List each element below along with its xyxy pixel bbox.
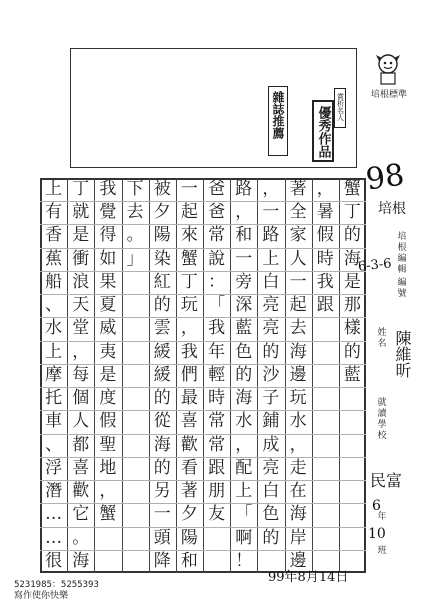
- essay-character: 有: [45, 202, 63, 223]
- essay-character: 夷: [99, 341, 117, 362]
- sub-stamp: [334, 88, 346, 128]
- essay-character: 爸: [208, 202, 226, 223]
- essay-character: 常: [208, 225, 226, 246]
- grid-column-line: [122, 178, 123, 573]
- school-handwritten: 民富: [370, 471, 403, 490]
- essay-character: 們: [180, 364, 198, 385]
- essay-character: ，: [289, 434, 307, 455]
- essay-character: 車: [45, 411, 63, 432]
- essay-character: 藍: [343, 364, 361, 385]
- essay-character: 就: [72, 202, 90, 223]
- essay-character: 托: [45, 388, 63, 409]
- essay-character: 爸: [208, 179, 226, 199]
- recommend-stamp: [268, 86, 288, 156]
- essay-character: 是: [343, 271, 361, 292]
- essay-character: 朋: [208, 481, 226, 502]
- essay-character: 陽: [153, 225, 171, 246]
- grid-column-line: [230, 178, 231, 573]
- essay-character: 家: [289, 225, 307, 246]
- essay-character: 那: [343, 295, 361, 316]
- label-code: 編號: [397, 278, 407, 299]
- essay-character: ：: [208, 271, 226, 292]
- essay-character: 玩: [180, 295, 198, 316]
- grid-column-line: [285, 178, 286, 573]
- essay-character: 暑: [316, 202, 334, 223]
- essay-character: 年: [208, 341, 226, 362]
- essay-character: 染: [153, 248, 171, 269]
- essay-character: 頭: [153, 527, 171, 548]
- essay-character: 緩: [153, 341, 171, 362]
- grid-column-line: [67, 178, 68, 573]
- label-editor: 培根編輯: [397, 232, 407, 275]
- excellent-work-stamp: [312, 100, 334, 162]
- grid-column-line: [312, 178, 313, 573]
- essay-character: 歡: [180, 434, 198, 455]
- essay-character: 著: [289, 179, 307, 199]
- essay-character: 沙: [262, 364, 280, 385]
- essay-character: 浮: [45, 457, 63, 478]
- essay-character: 著: [180, 481, 198, 502]
- essay-character: 子: [262, 388, 280, 409]
- mascot-logo: [366, 52, 410, 86]
- essay-character: 海: [289, 341, 307, 362]
- essay-character: 的: [262, 341, 280, 362]
- essay-character: 時: [208, 388, 226, 409]
- essay-character: ，: [235, 434, 253, 455]
- essay-character: 我: [99, 179, 117, 199]
- essay-character: 水: [45, 318, 63, 339]
- essay-character: 常: [208, 411, 226, 432]
- essay-character: ！: [235, 550, 253, 571]
- essay-character: 蕉: [45, 248, 63, 269]
- essay-character: 歡: [72, 481, 90, 502]
- grade-handwritten: 6: [372, 498, 381, 514]
- essay-character: 常: [208, 434, 226, 455]
- essay-character: 友: [208, 504, 226, 525]
- essay-character: 度: [99, 388, 117, 409]
- essay-character: 地: [99, 457, 117, 478]
- essay-character: 降: [153, 550, 171, 571]
- essay-character: …: [45, 527, 63, 548]
- essay-character: 一: [289, 271, 307, 292]
- mascot-label: 培根標準: [370, 90, 407, 100]
- essay-character: 藍: [235, 318, 253, 339]
- essay-character: 亮: [262, 457, 280, 478]
- score-handwritten: 98: [363, 157, 407, 198]
- essay-character: 是: [72, 225, 90, 246]
- essay-character: 跟: [316, 295, 334, 316]
- essay-character: 海: [235, 388, 253, 409]
- essay-character: 的: [153, 295, 171, 316]
- essay-character: 的: [343, 341, 361, 362]
- essay-character: 亮: [262, 318, 280, 339]
- name-handwritten: 陳維昕: [393, 330, 412, 378]
- essay-character: 緩: [153, 364, 171, 385]
- essay-character: 香: [45, 225, 63, 246]
- essay-character: 上: [45, 341, 63, 362]
- essay-character: 去: [289, 318, 307, 339]
- essay-character: 起: [180, 202, 198, 223]
- essay-character: 白: [262, 271, 280, 292]
- essay-character: 個: [72, 388, 90, 409]
- essay-character: 假: [99, 411, 117, 432]
- label-class: 班: [377, 546, 387, 556]
- essay-character: 我: [180, 341, 198, 362]
- essay-character: 海: [72, 550, 90, 571]
- essay-character: 和: [235, 225, 253, 246]
- essay-character: 果: [99, 271, 117, 292]
- essay-character: 走: [289, 457, 307, 478]
- essay-character: 喜: [180, 411, 198, 432]
- essay-character: ，: [72, 341, 90, 362]
- essay-character: 蟹: [343, 179, 361, 199]
- essay-character: 船: [45, 271, 63, 292]
- essay-character: 一: [235, 248, 253, 269]
- footer-slogan: 寫作使你快樂: [14, 591, 69, 601]
- essay-character: 的: [235, 364, 253, 385]
- essay-character: 夕: [153, 202, 171, 223]
- essay-character: ，: [235, 202, 253, 223]
- essay-character: 雲: [153, 318, 171, 339]
- essay-character: 丁: [343, 202, 361, 223]
- label-school: 就讀學校: [377, 398, 387, 441]
- essay-character: 成: [262, 434, 280, 455]
- essay-character: 丁: [72, 179, 90, 199]
- essay-character: 、: [45, 295, 63, 316]
- essay-character: 衝: [72, 248, 90, 269]
- label-name: 姓名: [377, 328, 387, 349]
- essay-character: 樣: [343, 318, 361, 339]
- essay-character: 一: [180, 179, 198, 199]
- essay-character: 海: [289, 504, 307, 525]
- essay-character: 聖: [99, 434, 117, 455]
- essay-character: 堂: [72, 318, 90, 339]
- essay-character: 配: [235, 457, 253, 478]
- essay-character: 蟹: [99, 504, 117, 525]
- essay-character: 。: [72, 527, 90, 548]
- essay-character: 每: [72, 364, 90, 385]
- essay-character: 鋪: [262, 411, 280, 432]
- essay-character: 海: [343, 248, 361, 269]
- essay-character: 是: [99, 364, 117, 385]
- essay-character: 夏: [99, 295, 117, 316]
- grid-column-line: [257, 178, 258, 573]
- essay-character: 色: [262, 504, 280, 525]
- grid-column-line: [149, 178, 150, 573]
- essay-character: 丁: [180, 271, 198, 292]
- grid-column-line: [94, 178, 95, 573]
- essay-character: 最: [180, 388, 198, 409]
- essay-character: 被: [153, 179, 171, 199]
- essay-character: 覺: [99, 202, 117, 223]
- essay-character: 來: [180, 225, 198, 246]
- grid-column-line: [176, 178, 177, 573]
- essay-character: ，: [180, 318, 198, 339]
- essay-character: ，: [262, 179, 280, 199]
- essay-character: 「: [208, 295, 226, 316]
- grid-column-line: [203, 178, 204, 573]
- essay-character: 「: [235, 504, 253, 525]
- essay-character: 、: [45, 434, 63, 455]
- essay-character: 威: [99, 318, 117, 339]
- sub-stamp-text: 賞析名人: [336, 93, 345, 121]
- essay-character: 另: [153, 481, 171, 502]
- essay-character: 起: [289, 295, 307, 316]
- essay-character: 上: [45, 179, 63, 199]
- essay-character: 紅: [153, 271, 171, 292]
- essay-character: 去: [126, 202, 144, 223]
- essay-character: 它: [72, 504, 90, 525]
- essay-character: 啊: [235, 527, 253, 548]
- essay-character: 旁: [235, 271, 253, 292]
- grid-column-line: [339, 178, 340, 573]
- essay-character: 白: [262, 481, 280, 502]
- teacher-signature: 培根: [378, 201, 406, 217]
- essay-character: 浪: [72, 271, 90, 292]
- essay-character: 」: [126, 248, 144, 269]
- essay-character: ，: [99, 481, 117, 502]
- essay-character: 如: [99, 248, 117, 269]
- essay-character: 的: [153, 388, 171, 409]
- essay-character: 在: [289, 481, 307, 502]
- essay-character: 都: [72, 434, 90, 455]
- essay-character: 色: [235, 341, 253, 362]
- essay-character: 一: [153, 504, 171, 525]
- essay-character: 的: [262, 527, 280, 548]
- essay-character: 我: [208, 318, 226, 339]
- essay-character: 亮: [262, 295, 280, 316]
- essay-character: 水: [289, 411, 307, 432]
- essay-character: 和: [180, 550, 198, 571]
- excellent-work-text: 優秀作品: [315, 106, 331, 158]
- essay-character: 摩: [45, 364, 63, 385]
- essay-character: 路: [235, 179, 253, 199]
- essay-character: 深: [235, 295, 253, 316]
- essay-character: 邊: [289, 364, 307, 385]
- essay-character: 陽: [180, 527, 198, 548]
- essay-character: 。: [126, 225, 144, 246]
- essay-character: 人: [72, 411, 90, 432]
- essay-character: 天: [72, 295, 90, 316]
- essay-character: 下: [126, 179, 144, 199]
- date-handwritten: 99年8月14日: [268, 570, 349, 585]
- essay-character: 夕: [180, 504, 198, 525]
- essay-character: 一: [262, 202, 280, 223]
- code-handwritten: 6-3-6: [357, 256, 393, 275]
- essay-character: 輕: [208, 364, 226, 385]
- essay-character: 上: [235, 481, 253, 502]
- essay-character: 海: [153, 434, 171, 455]
- essay-character: 從: [153, 411, 171, 432]
- class-handwritten: 10: [368, 526, 386, 542]
- essay-character: 潛: [45, 481, 63, 502]
- recommend-stamp-text: 雜誌推薦: [271, 91, 285, 139]
- essay-character: 我: [316, 271, 334, 292]
- essay-character: 岸: [289, 527, 307, 548]
- essay-character: 人: [289, 248, 307, 269]
- essay-character: 的: [343, 225, 361, 246]
- essay-character: 喜: [72, 457, 90, 478]
- essay-character: 說: [208, 248, 226, 269]
- essay-character: 路: [262, 225, 280, 246]
- essay-character: 跟: [208, 457, 226, 478]
- essay-character: …: [45, 504, 63, 525]
- essay-character: 時: [316, 248, 334, 269]
- essay-character: ，: [316, 179, 334, 199]
- essay-character: 玩: [289, 388, 307, 409]
- essay-character: 得: [99, 225, 117, 246]
- label-grade: 年: [377, 512, 387, 522]
- essay-character: 的: [153, 457, 171, 478]
- essay-character: 很: [45, 550, 63, 571]
- essay-character: 邊: [289, 550, 307, 571]
- footer-phone: 5231985：5255393: [14, 580, 99, 590]
- essay-character: 水: [235, 411, 253, 432]
- essay-character: 蟹: [180, 248, 198, 269]
- essay-character: 看: [180, 457, 198, 478]
- essay-character: 假: [316, 225, 334, 246]
- essay-character: 上: [262, 248, 280, 269]
- essay-character: 全: [289, 202, 307, 223]
